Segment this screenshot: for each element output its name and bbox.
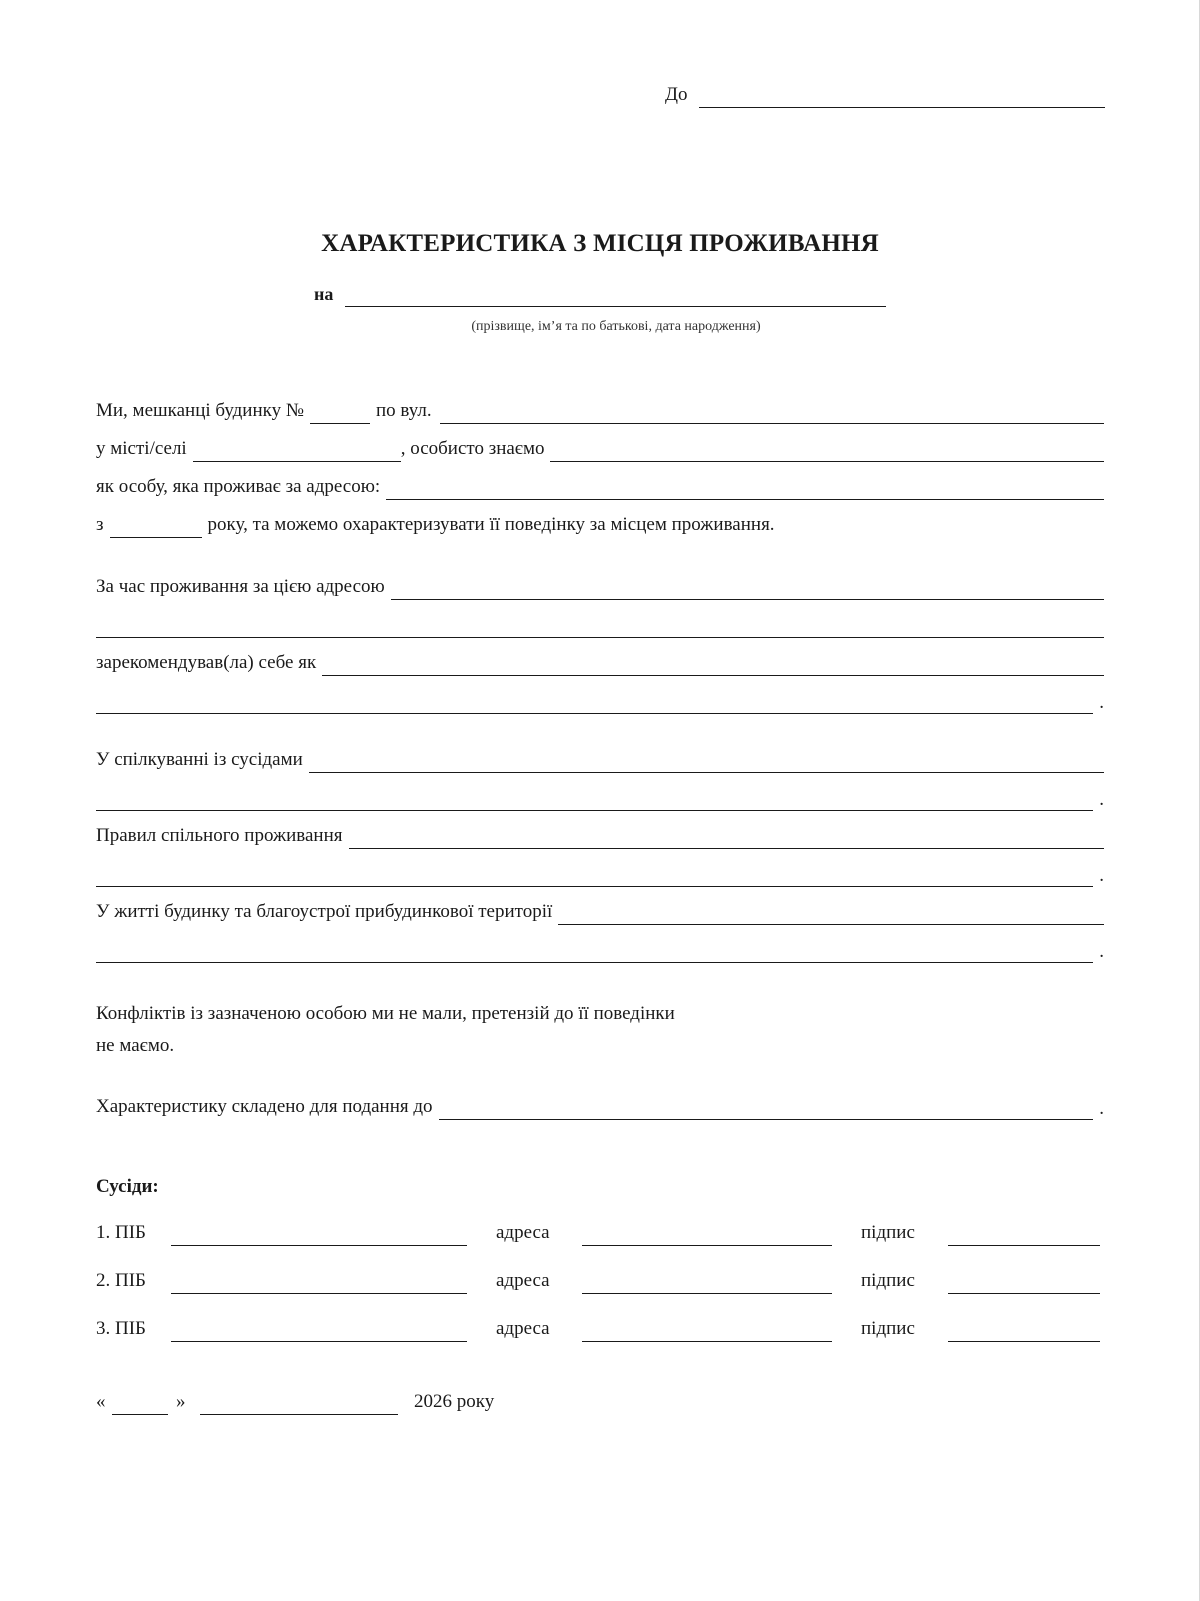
recommended-field[interactable] <box>322 655 1104 676</box>
period-row-cont <box>96 614 1104 638</box>
neighbor-row <box>96 1222 1104 1246</box>
neighbors-heading: Сусіди: <box>96 1176 159 1197</box>
neighbor-signature-field[interactable] <box>948 1225 1100 1246</box>
communication-row <box>96 749 1104 773</box>
life-row-cont <box>96 939 1104 963</box>
address-label: як особу, яка проживає за адресою: <box>96 476 381 497</box>
addressee-label: До <box>665 84 688 105</box>
period-mark: . <box>1099 1098 1104 1119</box>
address-field[interactable] <box>386 479 1104 500</box>
intro-row-1 <box>96 400 1104 424</box>
neighbor-name-label: 3. ПІБ <box>96 1318 146 1339</box>
purpose-field[interactable] <box>439 1099 1093 1120</box>
neighbor-name-label: 2. ПІБ <box>96 1270 146 1291</box>
period-field-cont[interactable] <box>96 617 1104 638</box>
street-label: по вул. <box>375 400 432 421</box>
city-field[interactable] <box>193 441 401 462</box>
neighbor-name-field[interactable] <box>171 1273 467 1294</box>
date-row <box>96 1391 556 1415</box>
addressee-row <box>665 84 1105 108</box>
date-year-text: 2026 року <box>414 1391 495 1412</box>
residents-label: Ми, мешканці будинку № <box>96 400 304 421</box>
subject-row <box>314 283 886 307</box>
rules-label: Правил спільного проживання <box>96 825 343 846</box>
rules-row-cont <box>96 863 1104 887</box>
neighbor-name-field[interactable] <box>171 1321 467 1342</box>
date-month-field[interactable] <box>200 1394 398 1415</box>
know-label: , особисто знаємо <box>400 438 545 459</box>
subject-hint: (прізвище, ім’я та по батькові, дата народження) <box>471 319 761 334</box>
addressee-field[interactable] <box>699 87 1105 108</box>
recommended-row <box>96 652 1104 676</box>
date-open-quote: « <box>96 1391 106 1412</box>
recommended-field-cont[interactable] <box>96 693 1093 714</box>
subject-label: на <box>314 284 334 304</box>
life-row <box>96 901 1104 925</box>
recommended-row-cont <box>96 690 1104 714</box>
known-person-field[interactable] <box>550 441 1104 462</box>
neighbor-address-field[interactable] <box>582 1321 832 1342</box>
communication-field[interactable] <box>309 752 1104 773</box>
intro-row-3 <box>96 476 1104 500</box>
intro-row-2 <box>96 438 1104 462</box>
period-row <box>96 576 1104 600</box>
period-mark: . <box>1099 865 1104 886</box>
neighbor-row <box>96 1318 1104 1342</box>
conflicts-line-1: Конфліктів із зазначеною особою ми не мали, претензій до її поведінки <box>96 1003 675 1024</box>
life-field-cont[interactable] <box>96 942 1093 963</box>
intro-row-4 <box>96 514 1104 538</box>
since-year-field[interactable] <box>110 517 202 538</box>
life-label: У житті будинку та благоустрої прибудинкової території <box>96 901 553 922</box>
period-mark: . <box>1099 692 1104 713</box>
neighbor-address-label: адреса <box>496 1222 550 1243</box>
recommended-label: зарекомендував(ла) себе як <box>96 652 317 673</box>
neighbor-address-label: адреса <box>496 1270 550 1291</box>
communication-field-cont[interactable] <box>96 790 1093 811</box>
document-title: ХАРАКТЕРИСТИКА З МІСЦЯ ПРОЖИВАННЯ <box>321 230 879 257</box>
period-mark: . <box>1099 941 1104 962</box>
city-label: у місті/селі <box>96 438 187 459</box>
date-day-field[interactable] <box>112 1394 168 1415</box>
neighbor-signature-label: підпис <box>861 1318 915 1339</box>
conflicts-paragraph <box>96 998 675 1062</box>
communication-row-cont <box>96 787 1104 811</box>
life-field[interactable] <box>558 904 1104 925</box>
neighbor-address-field[interactable] <box>582 1225 832 1246</box>
street-field[interactable] <box>440 403 1104 424</box>
period-label: За час проживання за цією адресою <box>96 576 385 597</box>
since-label: з <box>96 514 104 535</box>
date-close-quote: » <box>176 1391 186 1412</box>
neighbor-signature-field[interactable] <box>948 1273 1100 1294</box>
since-suffix: року, та можемо охарактеризувати її поведінку за місцем проживання. <box>207 514 775 535</box>
rules-field[interactable] <box>349 828 1104 849</box>
period-field[interactable] <box>391 579 1104 600</box>
neighbor-signature-label: підпис <box>861 1222 915 1243</box>
communication-label: У спілкуванні із сусідами <box>96 749 303 770</box>
purpose-row <box>96 1096 1104 1120</box>
neighbor-address-field[interactable] <box>582 1273 832 1294</box>
purpose-label: Характеристику складено для подання до <box>96 1096 433 1117</box>
neighbor-name-label: 1. ПІБ <box>96 1222 146 1243</box>
neighbor-signature-field[interactable] <box>948 1321 1100 1342</box>
rules-row <box>96 825 1104 849</box>
conflicts-line-2: не маємо. <box>96 1035 175 1056</box>
period-mark: . <box>1099 789 1104 810</box>
house-number-field[interactable] <box>310 403 370 424</box>
neighbor-signature-label: підпис <box>861 1270 915 1291</box>
neighbor-row <box>96 1270 1104 1294</box>
subject-field[interactable] <box>345 286 886 307</box>
neighbor-address-label: адреса <box>496 1318 550 1339</box>
rules-field-cont[interactable] <box>96 866 1093 887</box>
neighbor-name-field[interactable] <box>171 1225 467 1246</box>
